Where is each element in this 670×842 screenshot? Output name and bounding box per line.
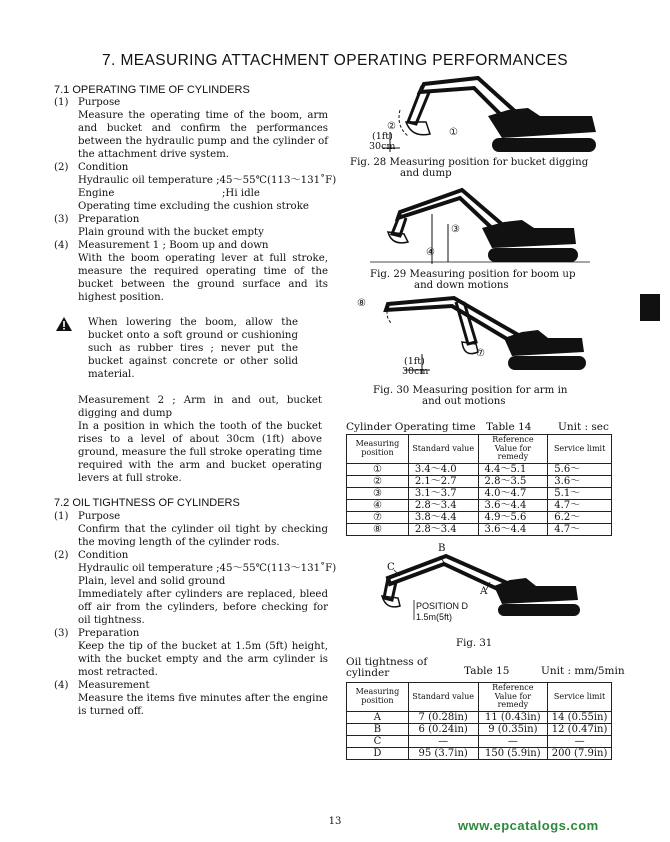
header-service-limit: Service limit: [548, 435, 612, 464]
fig28-caption: Fig. 28 Measuring position for bucket digging: [350, 157, 589, 168]
cell-standard: 3.8～4.4: [408, 511, 478, 523]
section-7-2-body: [54, 510, 337, 718]
item-number: (3): [54, 628, 69, 639]
cell-standard: 95 (3.7in): [408, 747, 478, 759]
table14-title: Cylinder Operating time: [346, 421, 476, 433]
fig29-mark-3: ③: [451, 224, 461, 235]
warning-icon: [56, 317, 72, 331]
table15: [346, 682, 612, 760]
purpose-text: Measure the operating time of the boom, arm and bucket and confirm the performances between the hydraulic pump and the cylinder of the attachment drive system.: [78, 110, 328, 160]
table-row: [347, 735, 612, 747]
fig30-height-ft: (1ft): [404, 356, 425, 367]
page-number: 13: [328, 816, 342, 827]
fig30-mark-7: ⑦: [476, 348, 486, 359]
cell-standard: —: [408, 735, 478, 747]
cell-position: B: [347, 723, 409, 735]
item-title: Purpose: [78, 97, 121, 108]
cell-position: A: [347, 711, 409, 723]
fig28-caption-line2: and dump: [400, 168, 452, 179]
item-title: Purpose: [78, 511, 121, 522]
header-measuring-position: Measuring position: [347, 435, 409, 464]
cell-standard: 6 (0.24in): [408, 723, 478, 735]
fig31-position-d: [416, 601, 468, 623]
fig28-height-ft: (1ft): [372, 131, 393, 142]
cell-position: ⑧: [347, 523, 409, 535]
header-service-limit: Service limit: [548, 683, 612, 712]
fig28-height-cm: 30cm: [369, 141, 396, 152]
table14-name: Table 14: [486, 421, 532, 433]
fig28-excavator-illustration: [360, 70, 610, 156]
warning-text: When lowering the boom, allow the bucket onto a soft ground or cushioning such as rubber tires ; never put the bucket against concrete or other solid material.: [88, 317, 298, 380]
table-row: [347, 499, 612, 511]
fig30-caption-line2: and out motions: [422, 396, 506, 407]
item-title: Condition: [78, 162, 129, 173]
fig31-label-a: A: [480, 586, 488, 597]
fig30-excavator-illustration: [352, 294, 592, 378]
cell-standard: 7 (0.28in): [408, 711, 478, 723]
fig29-caption-line2: and down motions: [414, 280, 509, 291]
fig28-mark-2: ②: [387, 121, 397, 132]
item-title: Preparation: [78, 214, 140, 225]
measurement-1-text: With the boom operating lever at full stroke, measure the required operating time of the bucket between the ground surface and its highest position.: [78, 253, 328, 303]
preparation-text: Plain ground with the bucket empty: [78, 227, 264, 238]
engine-label: Engine: [78, 188, 115, 199]
cell-standard: 2.1～2.7: [408, 475, 478, 487]
warning-block: [56, 316, 72, 335]
condition-engine: [54, 187, 328, 200]
table-row: [347, 711, 612, 723]
fig30-height-cm: 30cm: [402, 366, 429, 377]
table-row: [347, 463, 612, 475]
cell-limit: 6.2～: [548, 511, 612, 523]
cell-reference: 3.6～4.4: [478, 499, 548, 511]
header-standard-value: Standard value: [408, 435, 478, 464]
cell-standard: 3.4～4.0: [408, 463, 478, 475]
measurement-text: Measure the items five minutes after the engine is turned off.: [78, 693, 328, 717]
item-number: (2): [54, 550, 69, 561]
fig29-excavator-illustration: [370, 184, 590, 270]
item-title: Condition: [78, 550, 129, 561]
fig31-label-b: B: [438, 543, 446, 554]
cell-position: ③: [347, 487, 409, 499]
preparation-text: Keep the tip of the bucket at 1.5m (5ft) height, with the bucket empty and the arm cylinder is most retracted.: [78, 641, 328, 678]
table15-title: [346, 657, 427, 679]
cell-limit: 4.7～: [548, 499, 612, 511]
cell-limit: 5.1～: [548, 487, 612, 499]
header-measuring-position: Measuring position: [347, 683, 409, 712]
condition-temperature: Hydraulic oil temperature ;45～55℃(113～131˚F): [78, 563, 337, 574]
cell-position: ②: [347, 475, 409, 487]
page-title: 7. MEASURING ATTACHMENT OPERATING PERFORMANCES: [102, 52, 568, 69]
cell-standard: 2.8～3.4: [408, 499, 478, 511]
table-header-row: [347, 435, 612, 464]
condition-ground: Plain, level and solid ground: [78, 576, 226, 587]
measurement-2-text: In a position in which the tooth of the bucket rises to a level of about 30cm (1ft) above ground, measure the full stroke operating time required with the arm and bucket operating levers at full stroke.: [78, 421, 322, 484]
measurement-2-title: Measurement 2 ; Arm in and out, bucket digging and dump: [78, 395, 322, 419]
cell-limit: 3.6～: [548, 475, 612, 487]
condition-cushion: Operating time excluding the cushion stroke: [78, 201, 309, 212]
fig31-position-label: POSITION D: [416, 601, 469, 611]
item-number: (3): [54, 214, 69, 225]
cell-position: C: [347, 735, 409, 747]
table-row: [347, 475, 612, 487]
header-reference-value: Reference Value for remedy: [478, 683, 548, 712]
table15-title-line2: cylinder: [346, 667, 390, 679]
table-row: [347, 523, 612, 535]
fig31-label-c: C: [387, 562, 395, 573]
table-row: [347, 487, 612, 499]
cell-limit: 4.7～: [548, 523, 612, 535]
item-number: (1): [54, 511, 69, 522]
watermark-text: www.epcatalogs.com: [458, 818, 599, 833]
cell-limit: —: [548, 735, 612, 747]
cell-reference: 4.4～5.1: [478, 463, 548, 475]
table15-name: Table 15: [464, 665, 510, 677]
purpose-text: Confirm that the cylinder oil tight by checking the moving length of the cylinder rods.: [78, 524, 328, 548]
cell-limit: 12 (0.47in): [548, 723, 612, 735]
item-number: (4): [54, 240, 69, 251]
fig30-caption: Fig. 30 Measuring position for arm in: [373, 385, 568, 396]
section-7-1-heading: 7.1 OPERATING TIME OF CYLINDERS: [54, 84, 250, 96]
condition-bleed: Immediately after cylinders are replaced, bleed off air from the cylinders, before checking for oil tightness.: [78, 589, 328, 626]
item-title: Measurement 1 ; Boom up and down: [78, 240, 269, 251]
item-number: (2): [54, 162, 69, 173]
section-7-1-body: [54, 96, 337, 304]
cell-limit: 5.6～: [548, 463, 612, 475]
cell-reference: 2.8～3.5: [478, 475, 548, 487]
cell-reference: 150 (5.9in): [478, 747, 548, 759]
item-number: (1): [54, 97, 69, 108]
table14-unit: Unit : sec: [558, 421, 609, 433]
cell-limit: 200 (7.9in): [548, 747, 612, 759]
fig31-position-value: 1.5m(5ft): [416, 612, 453, 622]
header-reference-value: Reference Value for remedy: [478, 435, 548, 464]
table15-unit: Unit : mm/5min: [541, 665, 625, 677]
cell-position: ④: [347, 499, 409, 511]
item-title: Measurement: [78, 680, 150, 691]
cell-reference: —: [478, 735, 548, 747]
cell-standard: 2.8～3.4: [408, 523, 478, 535]
fig30-mark-8: ⑧: [357, 298, 367, 309]
table-row: [347, 511, 612, 523]
cell-reference: 9 (0.35in): [478, 723, 548, 735]
table-row: [347, 747, 612, 759]
table14: [346, 434, 612, 536]
fig31-caption: Fig. 31: [456, 638, 493, 649]
fig29-caption: Fig. 29 Measuring position for boom up: [370, 269, 576, 280]
fig28-mark-1: ①: [449, 127, 459, 138]
table-header-row: [347, 683, 612, 712]
item-title: Preparation: [78, 628, 140, 639]
condition-temperature: Hydraulic oil temperature ;45～55℃(113～131˚F): [78, 175, 337, 186]
table-row: [347, 723, 612, 735]
section-tab-marker: [640, 294, 660, 321]
cell-reference: 4.0～4.7: [478, 487, 548, 499]
cell-reference: 4.9～5.6: [478, 511, 548, 523]
header-standard-value: Standard value: [408, 683, 478, 712]
table15-title-line1: Oil tightness of: [346, 656, 428, 668]
cell-position: ①: [347, 463, 409, 475]
cell-standard: 3.1～3.7: [408, 487, 478, 499]
cell-reference: 11 (0.43in): [478, 711, 548, 723]
engine-value: ;Hi idle: [222, 188, 260, 199]
cell-limit: 14 (0.55in): [548, 711, 612, 723]
cell-reference: 3.6～4.4: [478, 523, 548, 535]
section-7-2-heading: 7.2 OIL TIGHTNESS OF CYLINDERS: [54, 497, 240, 509]
cell-position: ⑦: [347, 511, 409, 523]
fig29-mark-4: ④: [426, 247, 436, 258]
cell-position: D: [347, 747, 409, 759]
item-number: (4): [54, 680, 69, 691]
